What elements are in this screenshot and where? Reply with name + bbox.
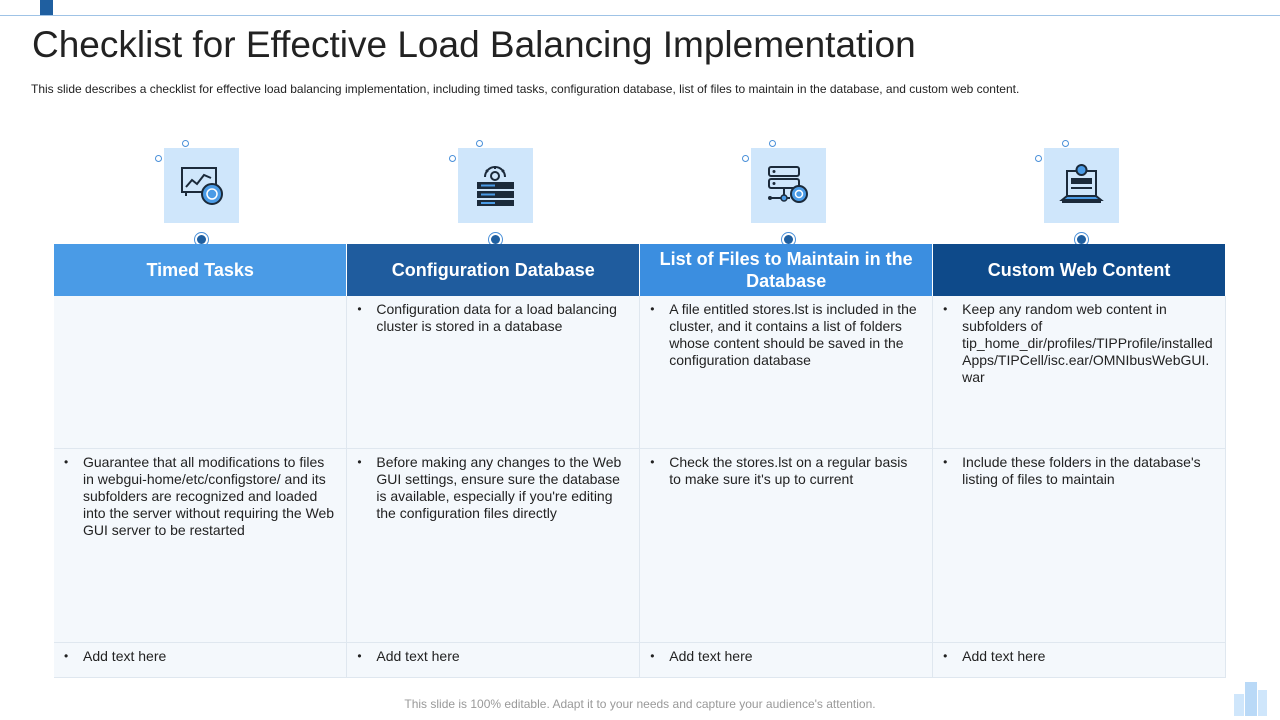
decor-dot (476, 140, 483, 147)
table-cell (640, 643, 933, 678)
decor-dot (742, 155, 749, 162)
bullet-text: • Before making any changes to the Web GUI settings, ensure sure the database is available, especially if you're editing the configuration files directly (357, 454, 629, 522)
table-cell (347, 449, 640, 643)
table-cell (54, 296, 347, 449)
icon-group-timed-tasks (159, 140, 239, 245)
column-header-list-of-files: List of Files to Maintain in the Database (640, 244, 933, 296)
table-cell (54, 449, 347, 643)
laptop-web-content-icon (1059, 163, 1104, 208)
table-cell (347, 296, 640, 449)
column-header-timed-tasks: Timed Tasks (54, 244, 347, 296)
icon-box (1044, 148, 1119, 223)
table-cell (640, 296, 933, 449)
bullet-text: • Check the stores.lst on a regular basis to make sure it's up to current (650, 454, 922, 488)
decor-dot (155, 155, 162, 162)
header-row (54, 244, 1226, 296)
bullet-text[interactable]: • Add text here (64, 648, 336, 665)
decor-dot (1062, 140, 1069, 147)
checklist-table (54, 244, 1226, 678)
top-accent-tab (40, 0, 53, 16)
table-row (54, 643, 1226, 678)
bullet-text: • Keep any random web content in subfolders of tip_home_dir/profiles/TIPProfile/installed Apps/TIPCell/isc.ear/OMNIbusWebGUI. war (943, 301, 1215, 386)
bullet-text[interactable]: • Add text here (357, 648, 629, 665)
icon-group-custom-web-content (1039, 140, 1119, 245)
bullet-text: • Include these folders in the database's listing of files to maintain (943, 454, 1215, 488)
server-search-icon (766, 163, 811, 208)
icon-box (751, 148, 826, 223)
table-row (54, 296, 1226, 449)
building-logo-icon (1232, 680, 1268, 716)
icon-group-configuration-database (453, 140, 533, 245)
table-cell (54, 643, 347, 678)
decor-dot (769, 140, 776, 147)
bullet-text: • Guarantee that all modifications to files in webgui-home/etc/configstore/ and its subfolders are recognized and loaded into the server without requiring the Web GUI server to be restarted (64, 454, 336, 539)
slide-subtitle: This slide describes a checklist for effective load balancing implementation, including timed tasks, configuration database, list of files to maintain in the database, and custom web content. (31, 82, 1020, 96)
table-row (54, 449, 1226, 643)
icon-box (458, 148, 533, 223)
bullet-text[interactable]: • Add text here (650, 648, 922, 665)
server-gear-icon (473, 163, 518, 208)
bullet-text: • Configuration data for a load balancing cluster is stored in a database (357, 301, 629, 335)
column-header-configuration-database: Configuration Database (347, 244, 640, 296)
footer-note: This slide is 100% editable. Adapt it to your needs and capture your audience's attention. (404, 697, 876, 711)
table-cell (640, 449, 933, 643)
icon-box (164, 148, 239, 223)
analytics-chart-icon (179, 163, 224, 208)
table-cell (933, 296, 1226, 449)
decor-dot (1035, 155, 1042, 162)
top-rule (0, 15, 1280, 16)
icon-group-list-of-files (746, 140, 826, 245)
decor-dot (449, 155, 456, 162)
decor-dot (182, 140, 189, 147)
column-header-custom-web-content: Custom Web Content (933, 244, 1226, 296)
table-cell (933, 449, 1226, 643)
bullet-text[interactable]: • Add text here (943, 648, 1215, 665)
table-cell (933, 643, 1226, 678)
bullet-text: • A file entitled stores.lst is included in the cluster, and it contains a list of folders whose content should be saved in the configuration database (650, 301, 922, 369)
slide-title: Checklist for Effective Load Balancing Implementation (32, 24, 916, 65)
table-cell (347, 643, 640, 678)
